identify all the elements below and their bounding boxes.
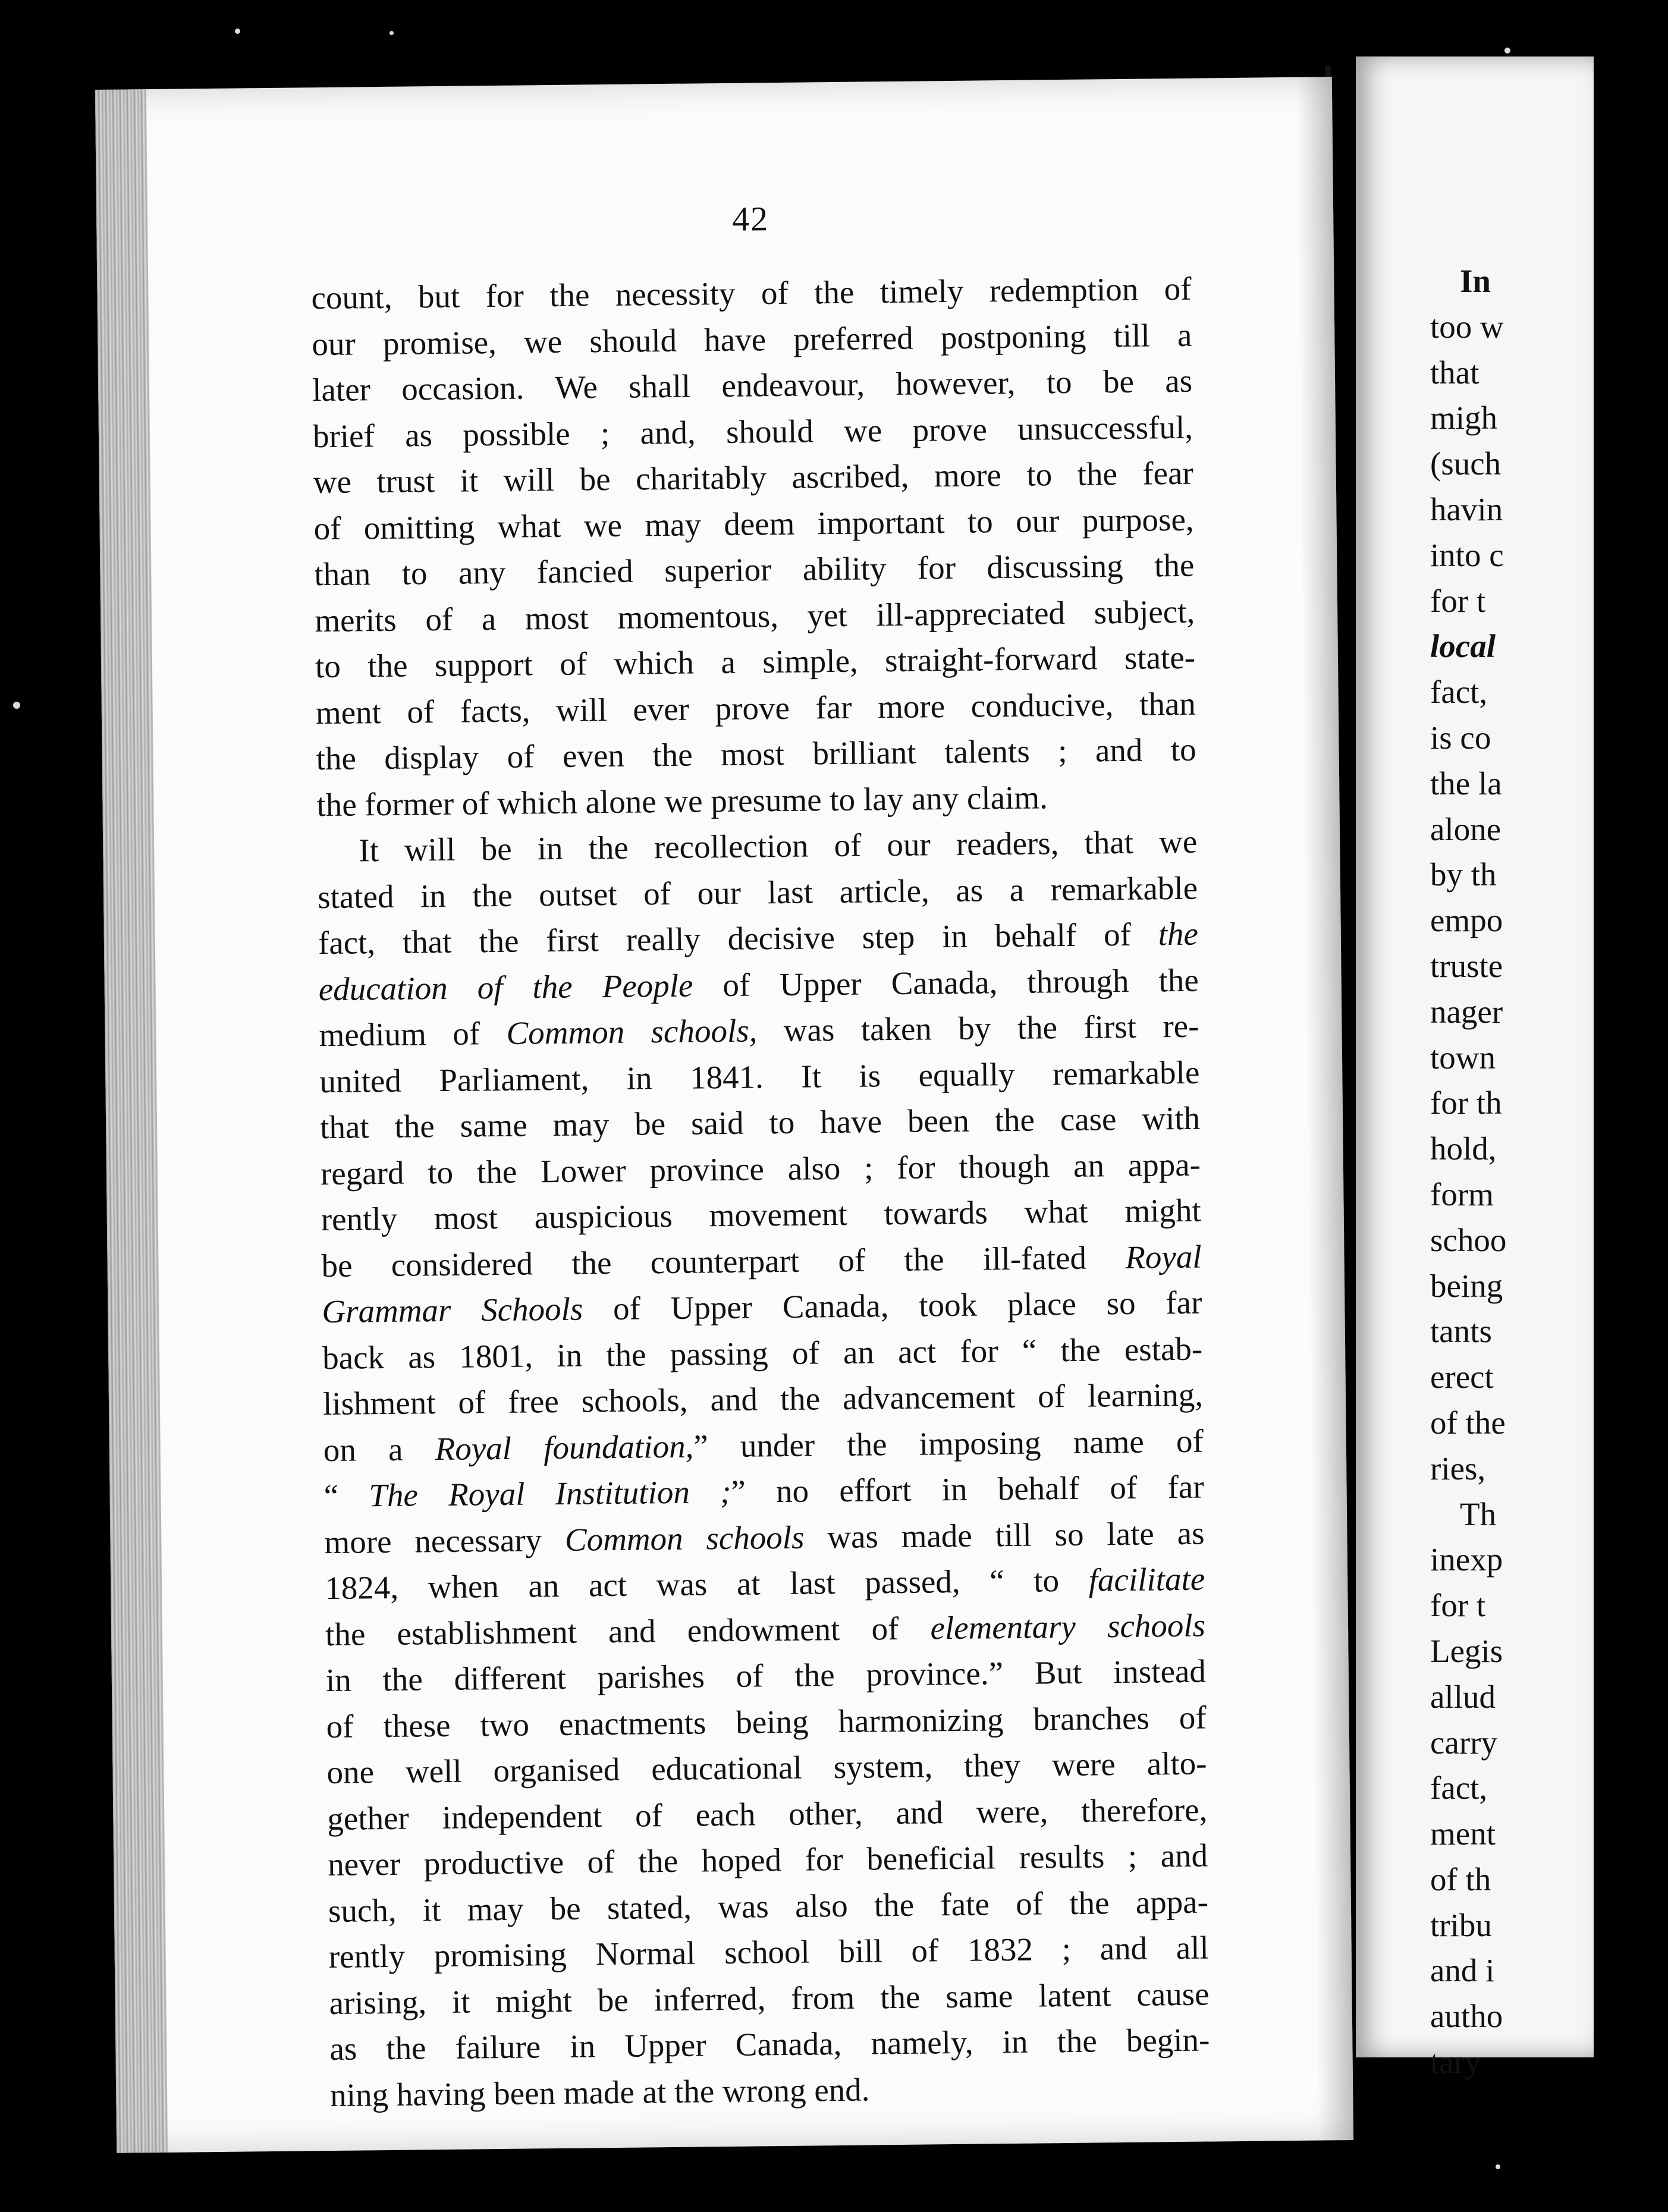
text-line — [320, 1095, 1201, 1151]
right-text-line: schoo — [1430, 1221, 1507, 1258]
text-line — [316, 727, 1196, 782]
right-text-line: Legis — [1430, 1632, 1503, 1669]
text-run: gether independent of each other, and were, therefore, — [327, 1791, 1208, 1837]
right-text-line: tary — [1430, 2044, 1481, 2081]
dust-speck — [389, 31, 394, 35]
right-text-line: nager — [1430, 993, 1503, 1030]
right-text-line: form — [1430, 1176, 1494, 1212]
right-text-line: for t — [1430, 582, 1486, 619]
text-run: brief as possible ; and, should we prove unsuccessful, — [312, 409, 1193, 454]
right-text-line: being — [1430, 1267, 1503, 1304]
text-line — [323, 1372, 1204, 1427]
text-line — [326, 1648, 1207, 1704]
text-run: such, it may be stated, was also the fate of the appa- — [328, 1883, 1209, 1929]
right-text-line: autho — [1430, 1998, 1503, 2035]
text-run: stated in the outset of our last article, as a remarkable — [317, 869, 1198, 915]
text-run: of Upper Canada, through the — [693, 962, 1199, 1004]
body-text — [311, 266, 1210, 2118]
text-line — [330, 2063, 1211, 2118]
text-run: ” under the imposing name of — [693, 1422, 1204, 1465]
text-run: in the different parishes of the province.” But instead — [325, 1652, 1207, 1699]
text-line — [314, 542, 1195, 598]
dust-speck — [1496, 2164, 1500, 2169]
left-page — [95, 77, 1353, 2153]
text-run: rently most auspicious movement towards what might — [321, 1192, 1202, 1238]
text-run: the display of even the most brilliant talents ; and to — [316, 731, 1196, 777]
italic-text: facilitate — [1088, 1560, 1205, 1598]
text-run: was made till so late as — [804, 1515, 1205, 1556]
text-line — [313, 450, 1193, 505]
right-text-line: migh — [1430, 400, 1498, 436]
text-run: lishment of free schools, and the advancement of learning, — [322, 1376, 1204, 1422]
text-run: was taken by the first re- — [757, 1007, 1199, 1049]
text-run: later occasion. We shall endeavour, however, to be as — [312, 362, 1193, 409]
text-line — [315, 634, 1196, 690]
right-text-line: for t — [1430, 1587, 1486, 1624]
italic-text: education of the People — [318, 967, 693, 1007]
right-text-line: fact, — [1430, 1770, 1488, 1806]
right-text-line: erect — [1430, 1359, 1494, 1396]
italic-text: Royal — [1124, 1238, 1202, 1275]
dust-speck — [1504, 48, 1510, 54]
text-run: of omitting what we may deem important to our purpose, — [313, 501, 1194, 546]
right-text-line: alone — [1430, 810, 1501, 847]
right-text-line: carry — [1430, 1724, 1497, 1761]
text-run: arising, it might be inferred, from the same latent cause — [329, 1975, 1210, 2021]
text-run: than to any fancied superior ability for discussing the — [314, 546, 1195, 593]
right-text-line: (such — [1430, 445, 1501, 482]
right-text-line: too w — [1430, 308, 1504, 345]
right-page-partial — [1356, 56, 1594, 2081]
dust-speck — [235, 29, 240, 34]
text-line — [328, 1833, 1208, 1888]
dust-speck — [13, 702, 20, 709]
text-line — [319, 1003, 1199, 1058]
text-run: merits of a most momentous, yet ill-appreciated subject, — [314, 593, 1195, 639]
text-run: rently promising Normal school bill of 1832 ; and all — [328, 1929, 1210, 1975]
right-text-line: that — [1430, 354, 1479, 391]
text-run: ment of facts, will ever prove far more conducive, than — [315, 685, 1196, 731]
page-number: 42 — [731, 199, 769, 238]
right-text-line: empo — [1430, 902, 1503, 939]
right-text-line: ries, — [1430, 1450, 1486, 1487]
right-text-line: In — [1460, 263, 1491, 299]
text-run: back as 1801, in the passing of an act for “ the estab- — [322, 1330, 1203, 1376]
text-run: on a — [323, 1430, 436, 1468]
text-run: regard to the Lower province also ; for though an appa- — [320, 1146, 1201, 1192]
right-text-line: hold, — [1430, 1130, 1497, 1167]
right-text-line: of the — [1430, 1404, 1506, 1441]
right-text-line: by th — [1430, 856, 1497, 893]
text-line — [317, 819, 1198, 874]
italic-text: elementary schools — [930, 1607, 1206, 1646]
text-run: that the same may be said to have been the case with — [319, 1099, 1201, 1146]
text-run: one well organised educational system, they were alto- — [326, 1745, 1207, 1791]
right-text-line: havin — [1430, 491, 1503, 527]
text-run: we trust it will be charitably ascribed, more to the fear — [313, 454, 1194, 501]
right-text-line: into c — [1430, 536, 1504, 573]
text-run: count, but for the necessity of the timely redemption of — [311, 270, 1192, 316]
text-line — [322, 1280, 1202, 1335]
text-run: medium of — [319, 1014, 507, 1054]
text-run: to the support of which a simple, straight-forward state- — [315, 639, 1196, 685]
italic-text: the — [1158, 915, 1199, 953]
right-text-line: tants — [1430, 1313, 1492, 1350]
text-run: the former of which alone we presume to lay any claim. — [316, 778, 1048, 823]
text-run: be considered the counterpart of the ill-fated — [321, 1239, 1126, 1284]
text-line — [326, 1740, 1207, 1796]
text-run: the establishment and endowment of — [325, 1609, 931, 1652]
text-run: “ — [323, 1477, 369, 1515]
text-line — [329, 2017, 1210, 2072]
italic-text: Common schools, — [506, 1012, 758, 1051]
right-text-line: truste — [1430, 947, 1503, 984]
right-text-line: local — [1430, 628, 1496, 665]
text-run: our promise, we should have preferred postponing till a — [312, 316, 1192, 362]
text-line — [328, 1925, 1209, 1980]
text-line — [311, 266, 1192, 321]
right-text-line: town — [1430, 1039, 1496, 1076]
text-run: as the failure in Upper Canada, namely, in the begin- — [329, 2021, 1210, 2068]
text-run: ” no effort in behalf of far — [731, 1468, 1204, 1510]
right-text-line: tribu — [1430, 1906, 1492, 1943]
right-text-line: for th — [1430, 1085, 1502, 1121]
text-run: 1824, when an act was at last passed, “ to — [324, 1561, 1089, 1607]
right-text-line: fact, — [1430, 674, 1488, 711]
right-text-line: of th — [1430, 1861, 1491, 1897]
text-run: never productive of the hoped for beneficial results ; and — [327, 1837, 1208, 1883]
text-run: united Parliament, in 1841. It is equally remarkable — [319, 1054, 1200, 1099]
right-text-line: ment — [1430, 1815, 1496, 1852]
text-line — [323, 1464, 1204, 1519]
right-text-line: inexp — [1430, 1541, 1503, 1578]
text-run: It will be in the recollection of our readers, that we — [358, 823, 1198, 869]
text-line — [325, 1556, 1205, 1611]
text-line — [312, 358, 1193, 413]
right-text-line: allud — [1430, 1678, 1496, 1715]
italic-text: The Royal Institution ; — [369, 1473, 731, 1514]
right-text-line: and i — [1430, 1952, 1495, 1989]
right-page-text — [1430, 259, 1668, 2085]
text-run: ning having been made at the wrong end. — [329, 2071, 870, 2113]
right-text-line: is co — [1430, 719, 1491, 756]
text-line — [318, 911, 1199, 966]
text-line — [321, 1187, 1201, 1243]
text-run: fact, that the first really decisive step in behalf of — [318, 916, 1158, 962]
text-run: of these two enactments being harmonizing branches of — [326, 1699, 1207, 1745]
right-text-line: the la — [1430, 765, 1502, 802]
text-run: of Upper Canada, took place so far — [582, 1284, 1202, 1327]
text-run: more necessary — [324, 1521, 566, 1560]
right-text-line: Th — [1460, 1495, 1497, 1532]
italic-text: Grammar Schools — [322, 1290, 583, 1330]
italic-text: Common schools — [564, 1519, 805, 1558]
italic-text: Royal foundation, — [435, 1428, 694, 1467]
